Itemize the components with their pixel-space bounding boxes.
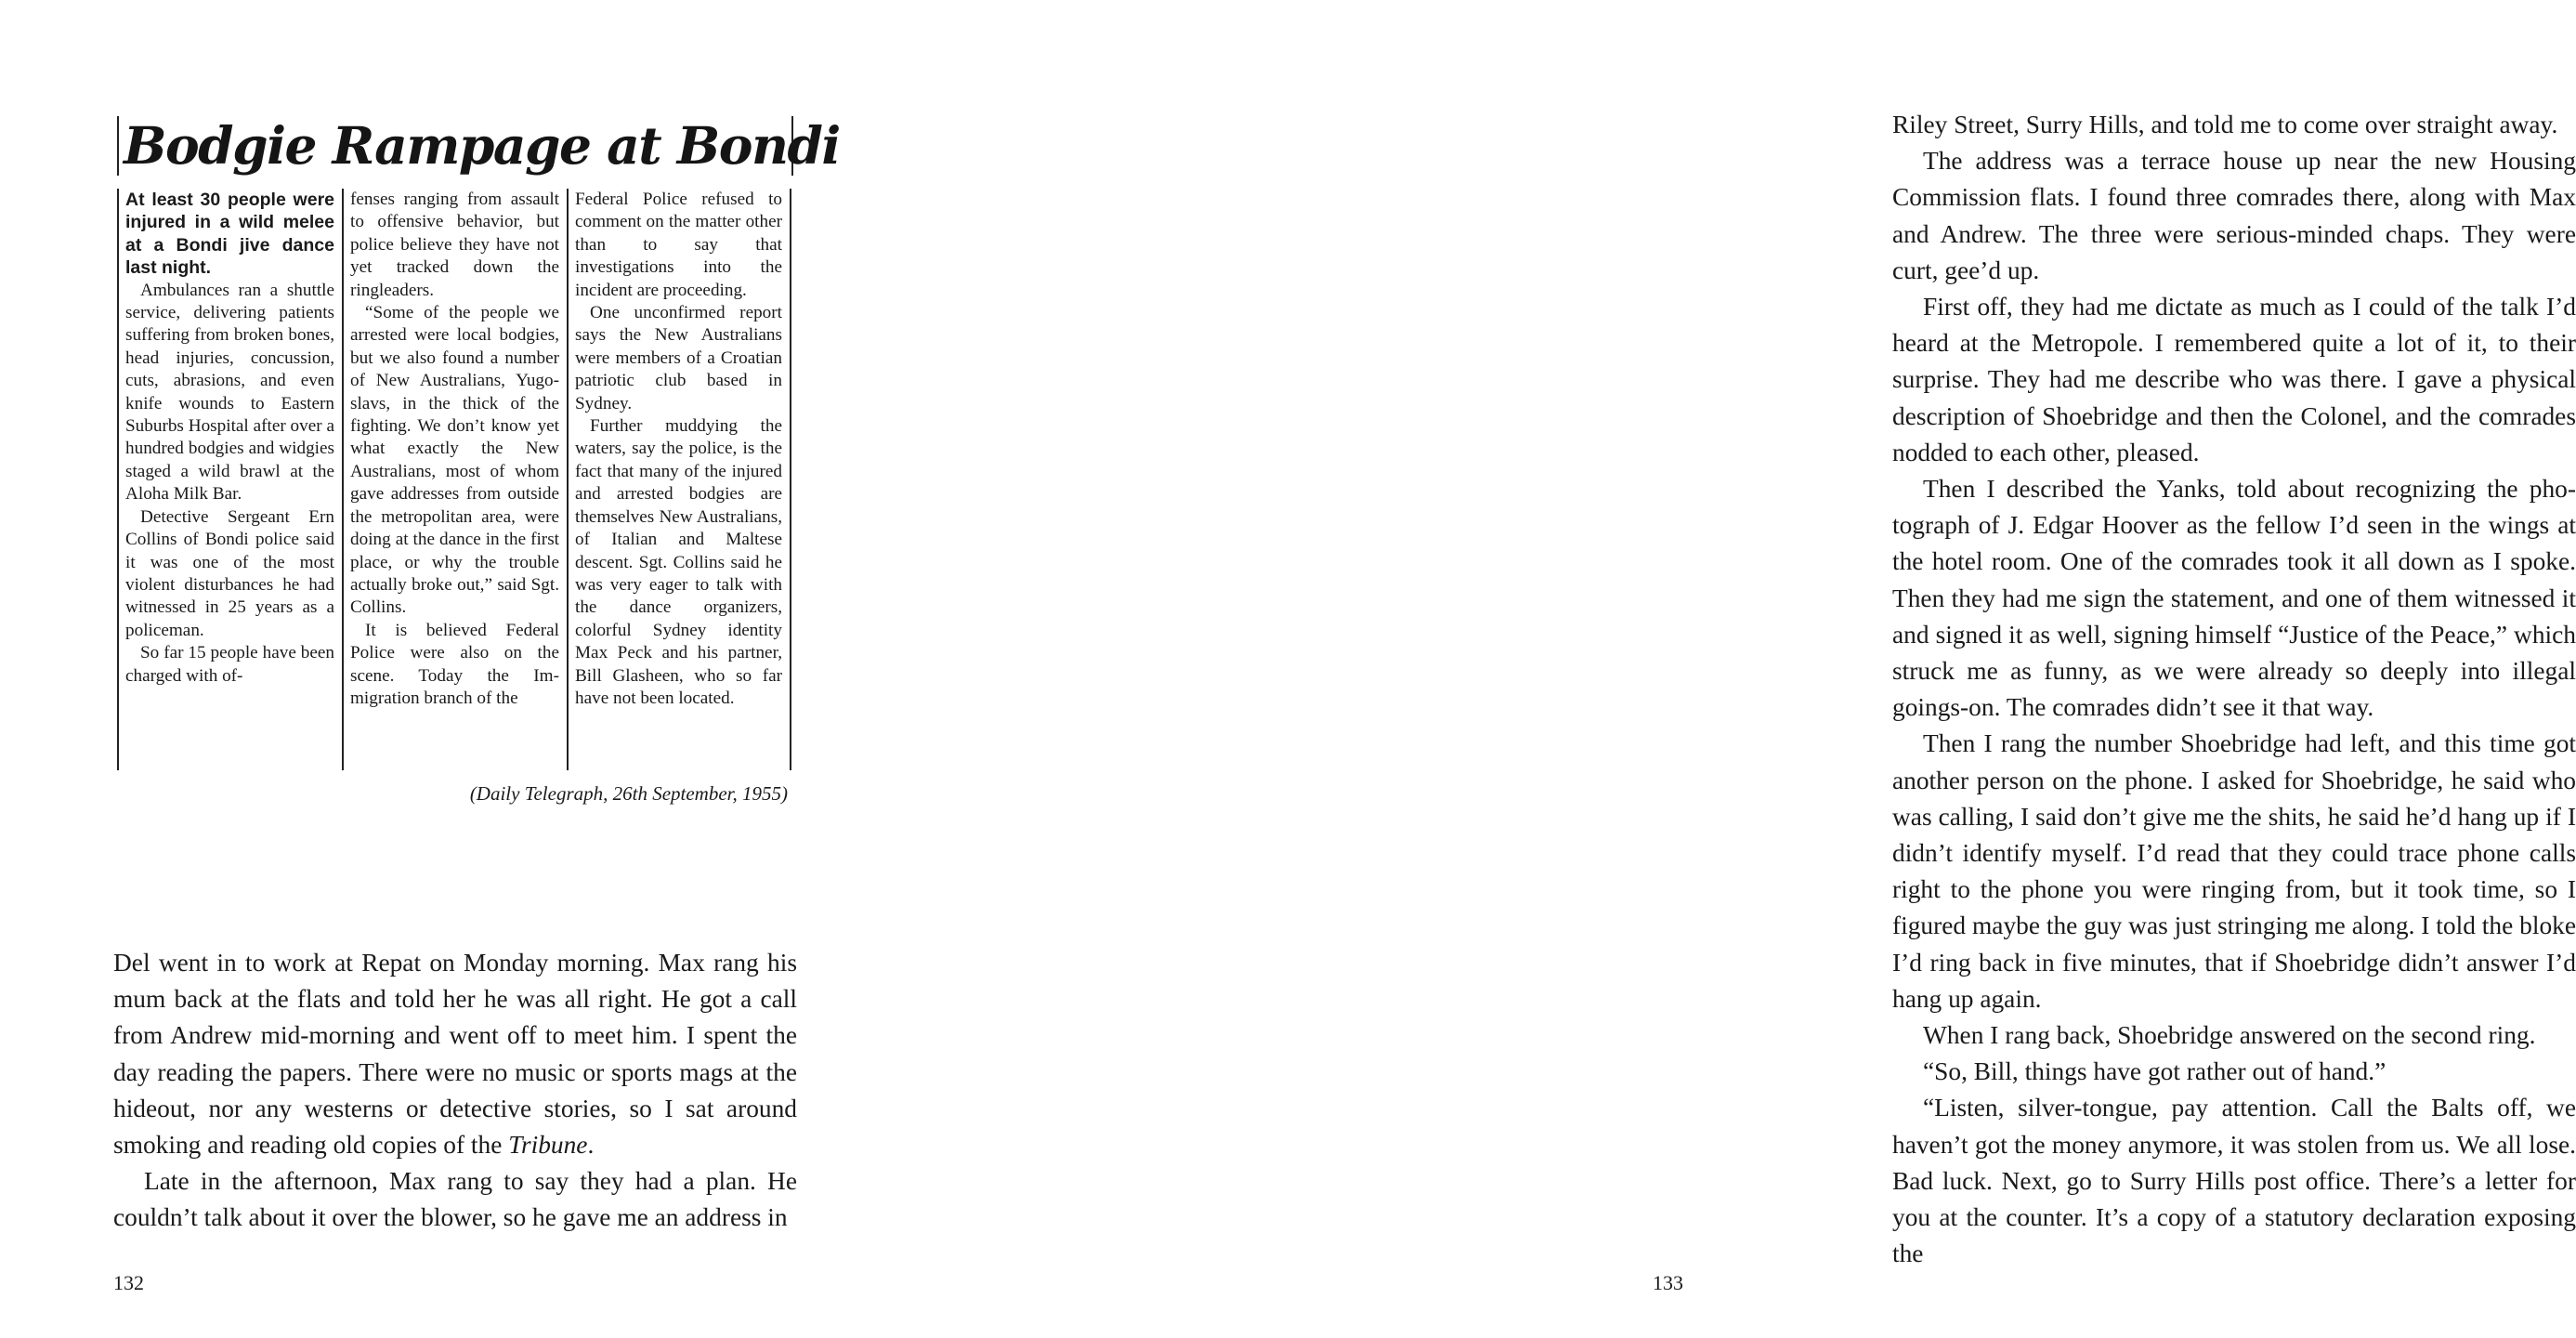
prose-paragraph: Then I described the Yanks, told about recognizing the photograph of J. Edgar Hoover as the fellow I’d seen in the wings at the hotel room. One of the comrades took it all down as I spoke. Then they had me sign the statement, and one of them witnessed it and signed it as well, signing himself “Justice of the Peace,” which struck me as funny, as we were already so deeply into illegal goings-on. The comrades didn’t see it that way. bbox=[1892, 475, 2576, 722]
clipping-column-2 bbox=[342, 189, 567, 770]
page-number-left: 132 bbox=[113, 1271, 144, 1294]
prose-paragraph: Late in the afternoon, Max rang to say they had a plan. He couldn’t talk about it over the blower, so he gave me an address in bbox=[113, 1167, 797, 1232]
clipping-caption: (Daily Telegraph, 26th September, 1955) bbox=[469, 782, 788, 805]
clipping-paragraph: One unconfirmed report says the New Australians were members of a Croatian patriotic club based in Sydney. bbox=[575, 303, 782, 413]
prose-paragraph: Riley Street, Surry Hills, and told me to come over straight away. bbox=[1892, 111, 2558, 138]
prose-paragraph: When I rang back, Shoebridge answered on the second ring. bbox=[1923, 1021, 2536, 1050]
clipping-paragraph: Federal Police refused to comment on the matter other than to say that investigations into the incident are proceeding. bbox=[575, 190, 782, 300]
prose-paragraph: First off, they had me dictate as much as I could of the talk I’d heard at the Metropole. I remembered quite a lot of it, to their surprise. They had me describe who was there. I gave a physical description of Shoebridge and then the Colonel, and the comrades nodded to each other, pleased. bbox=[1892, 293, 2576, 466]
clipping-paragraph: Ambulances ran a shuttle service, delivering patients suffering from broken bones, head injuries, concussion, cuts, abrasions, and even knife wounds to Eastern Suburbs Hospital after over a hundred bodgies and widgies staged a wild brawl at the Aloha Milk Bar. bbox=[125, 280, 334, 505]
newspaper-clipping bbox=[117, 115, 840, 770]
tribune-title: Tribune bbox=[508, 1131, 588, 1160]
clipping-paragraph: So far 15 people have been charged with of- bbox=[125, 643, 334, 686]
prose-paragraph: “So, Bill, things have got rather out of hand.” bbox=[1923, 1057, 2386, 1086]
clipping-headline: Bodgie Rampage at Bondi bbox=[117, 116, 793, 176]
clipping-column-1 bbox=[117, 189, 342, 770]
prose-paragraph bbox=[113, 945, 797, 1163]
prose-paragraph: The address was a terrace house up near the new Housing Commission flats. I found three comrades there, along with Max and Andrew. The three were serious-minded chaps. They were curt, gee’d up. bbox=[1892, 147, 2576, 284]
clipping-paragraph: It is believed Federal Police were also on the scene. Today the Immigration branch of the bbox=[350, 620, 559, 708]
prose-text: Del went in to work at Repat on Monday morning. Max rang his mum back at the flats and told her he was all right. He got a call from Andrew mid-morning and went off to meet him. I spent the day reading the papers. There were no music or sports mags at the hideout, nor any westerns or detective stories, so I sat around smoking and reading old copies of the bbox=[113, 949, 797, 1160]
right-prose bbox=[1892, 107, 2576, 1273]
page-number-right: 133 bbox=[1653, 1271, 1683, 1294]
clipping-columns bbox=[117, 189, 793, 770]
prose-paragraph: Then I rang the number Shoebridge had left, and this time got another person on the phone. I asked for Shoebridge, he said who was calling, I said don’t give me the shits, he said he’d hang up if I didn’t identify myself. I’d read that they could trace phone calls right to the phone you were ringing from, but it took time, so I figured maybe the guy was just stringing me along. I told the bloke I’d ring back in five minutes, that if Shoebridge didn’t answer I’d hang up again. bbox=[1892, 729, 2576, 1013]
left-page bbox=[0, 0, 892, 1338]
prose-paragraph: “Listen, silver-tongue, pay attention. Call the Balts off, we haven’t got the money anymore, it was stolen from us. We all lose. Bad luck. Next, go to Surry Hills post office. There’s a letter for you at the counter. It’s a copy of a statutory declaration exposing the bbox=[1892, 1094, 2576, 1268]
clipping-lead: At least 30 people were injured in a wild melee at a Bondi jive dance last night. bbox=[125, 190, 334, 279]
clipping-paragraph: Detective Sergeant Ern Collins of Bondi police said it was one of the most violent disturbances he had witnessed in 25 years as a policeman. bbox=[125, 506, 334, 640]
clipping-column-3 bbox=[567, 189, 791, 770]
left-prose bbox=[113, 945, 797, 1237]
clipping-paragraph: fenses ranging from assault to offensive behavior, but police believe they have not yet tracked down the ringleaders. bbox=[350, 190, 559, 300]
clipping-paragraph: “Some of the people we arrested were local bodgies, but we also found a number of New Australians, Yugoslavs, in the thick of the fighting. We don’t know yet what exactly the New Australians, most of whom gave addresses from outside the metropolitan area, were doing at the dance in the first place, or why the trouble actually broke out,” said Sgt. Collins. bbox=[350, 303, 559, 618]
prose-text: . bbox=[587, 1131, 595, 1160]
right-page bbox=[892, 0, 2576, 1338]
clipping-paragraph: Further muddying the waters, say the police, is the fact that many of the injured and arrested bodgies are themselves New Australians, of Italian and Maltese descent. Sgt. Collins said he was very eager to talk with the dance organizers, colorful Sydney identity Max Peck and his partner, Bill Glasheen, who so far have not been located. bbox=[575, 416, 782, 708]
